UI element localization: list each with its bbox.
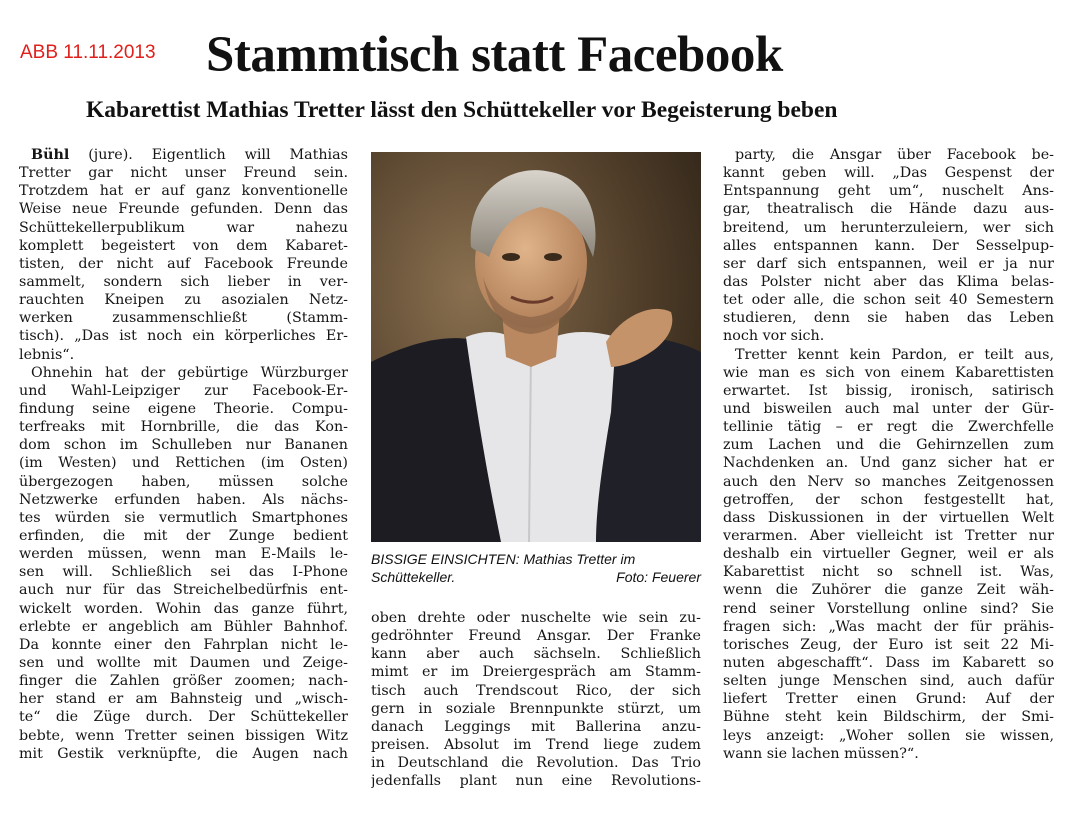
text-line: liefert Tretter einen Grund: Auf der [723, 691, 1054, 708]
text-line: Schüttekellerpublikum war nahezu [19, 219, 348, 236]
text-line: wenn die Zuhörer die ganze Zeit wäh- [723, 582, 1054, 599]
text-line: Bühne steht kein Bildschirm, der Smi- [723, 709, 1054, 726]
text-line: tes würden sie vermutlich Smartphones [19, 509, 348, 526]
text-line: Da konnte einer den Fahrplan nicht le- [19, 636, 348, 653]
text-line: mimt er im Dreiergespräch am Stamm- [371, 664, 701, 681]
text-line: verarmen. Aber vielleicht ist Tretter nur [723, 527, 1054, 544]
text-line: sammelt, sondern sich lieber in ver- [19, 273, 348, 290]
article-column-3 [723, 146, 1054, 763]
text-line: das Polster nicht aber das Klima belas- [723, 273, 1054, 290]
text-line: Kabarettist nicht so schnell ist. Was, [723, 564, 1054, 581]
text-line: auch den Nerv so manches Zeitgenossen [723, 473, 1054, 490]
text-line: noch vor sich. [723, 328, 825, 345]
text-line: terfreaks mit Hornbrille, die das Kon- [19, 419, 348, 436]
text-line: Nachdenken an. Und ganz sicher hat er [723, 455, 1054, 472]
caption-line-2 [371, 568, 701, 586]
text-line: gar, theatralisch die Hände dazu aus- [723, 201, 1054, 218]
text-line: studieren, denn sie haben das Leben [723, 310, 1054, 327]
text-line: erlebte er angeblich am Bühler Bahnhof. [19, 618, 348, 635]
text-line: dass Diskussionen in der virtuellen Welt [723, 509, 1054, 526]
text-line: komplett begeistert von dem Kabaret- [19, 237, 348, 254]
text-line: alles entspannen kann. Der Sesselpup- [723, 237, 1054, 254]
portrait-photo-icon [371, 152, 701, 542]
article-column-2 [371, 609, 701, 790]
text-line: Entspannung geht um“, nuschelt Ans- [723, 183, 1054, 200]
text-line: kannt geben will. „Das Gespenst der [723, 165, 1054, 182]
text-line: selten junge Menschen sind, auch dafür [723, 673, 1054, 690]
text-line: sen will. Schließlich sei das I-Phone [19, 564, 348, 581]
text-line: in Deutschland die Revolution. Das Trio [371, 755, 701, 772]
text-line: Netzwerke erfunden haben. Als nächs- [19, 491, 348, 508]
text-line: rauchten Kneipen zu asozialen Netz- [19, 292, 348, 309]
article-photo [371, 152, 701, 542]
article-column-1 [19, 146, 348, 763]
text-line: Bühl (jure). Eigentlich will Mathias [31, 147, 348, 163]
text-line: jedenfalls plant nun eine Revolutions- [371, 773, 701, 790]
text-line: oben drehte oder nuschelte wie sein zu- [371, 610, 701, 626]
text-line: wann sie lachen müssen?“. [723, 745, 919, 762]
text-line: sen und wollte mit Daumen und Zeige- [19, 654, 348, 671]
text-line: wickelt worden. Wohin das ganze führt, [19, 600, 348, 617]
text-line: dom schon im Schulleben nur Bananen [19, 437, 348, 454]
text-line: und Wahl-Leipziger zur Facebook-Er- [19, 382, 348, 399]
text-line: Tretter gar nicht unser Freund sein. [19, 165, 348, 182]
text-line: lebnis“. [19, 346, 75, 363]
text-line: werden müssen, wenn man E-Mails le- [19, 546, 348, 563]
text-line: tisch). „Das ist noch ein körperliches Er- [19, 328, 348, 345]
text-line: kann aber auch sächseln. Schließlich [371, 646, 701, 663]
photo-caption [371, 550, 701, 586]
text-line: torisches Zeug, der Euro ist seit 22 Mi- [723, 636, 1054, 653]
text-line: Ohnehin hat der gebürtige Würzburger [31, 364, 348, 381]
text-line: breitend, um herunterzuleiern, wer sich [723, 219, 1054, 236]
text-line: party, die Ansgar über Facebook be- [735, 147, 1054, 163]
text-line: leys anzeigt: „Woher sollen sie wissen, [723, 727, 1054, 744]
text-line: tellinie tätig – er regt die Zwerchfelle [723, 419, 1054, 436]
text-line: tisten, der nicht auf Facebook Freunde [19, 255, 348, 272]
text-line: erwartet. Ist bissig, ironisch, satirisch [723, 382, 1054, 399]
source-tag: ABB 11.11.2013 [20, 42, 156, 63]
text-line: deshalb ein virtueller Gegner, weil er als [723, 546, 1054, 563]
text-line: tisch auch Trendscout Rico, der sich [371, 682, 701, 699]
text-line: rend seiner Vorstellung online sind? Sie [723, 600, 1054, 617]
text-line: werken zusammenschließt (Stamm- [19, 310, 348, 327]
text-line: gedröhnter Freund Ansgar. Der Franke [371, 628, 701, 645]
text-line: preisen. Absolut im Trend liege zudem [371, 736, 701, 753]
dateline: Bühl [31, 147, 70, 163]
text-line: wie man es sich von einem Kabarettisten [723, 364, 1054, 381]
caption-location: Schüttekeller. [371, 569, 456, 585]
text-line: erfinden, die mit der Zunge bedient [19, 527, 348, 544]
text-line: getroffen, der schon festgestellt hat, [723, 491, 1054, 508]
text-line: gern in soziale Brennpunkte stürzt, um [371, 700, 701, 717]
text-line: mit Gestik verknüpfte, die Augen nach [19, 745, 348, 762]
text-line: danach Leggings mit Ballerina anzu- [371, 718, 701, 735]
text-line: bebte, wenn Tretter seinen bissigen Witz [19, 727, 348, 744]
headline: Stammtisch statt Facebook [206, 27, 783, 83]
text-line: Tretter kennt kein Pardon, er teilt aus, [735, 346, 1054, 363]
text-line: nuten abgeschafft“. Dass im Kabarett so [723, 654, 1054, 671]
text-line: ser darf sich entspannen, weil er ja nur [723, 255, 1054, 272]
photo-credit: Foto: Feuerer [616, 569, 701, 585]
text-line: te“ die Züge durch. Der Schüttekeller [19, 709, 348, 726]
text-line: auch nur für das Streichelbedürfnis ent- [19, 582, 348, 599]
text-line: übergezogen haben, müssen solche [19, 473, 348, 490]
text-line: zum Lachen und die Gehirnzellen zum [723, 437, 1054, 454]
text-line: Weise neue Freunde gefunden. Denn das [19, 201, 348, 218]
text-line: Trotzdem hat er auf ganz konventionelle [19, 183, 348, 200]
text-line: finger die Zahlen größer zoomen; nach- [19, 673, 348, 690]
text-line: (im Westen) und Rettichen (im Osten) [19, 455, 348, 472]
text-line: findung seine eigene Theorie. Compu- [19, 400, 348, 417]
caption-line-1: BISSIGE EINSICHTEN: Mathias Tretter im [371, 551, 636, 567]
text-line: fragen sich: „Was macht der für prähis- [723, 618, 1054, 635]
text-line: und bisweilen auch mal unter der Gür- [723, 400, 1054, 417]
text-line: tet oder alle, die schon seit 40 Semestern [723, 292, 1054, 309]
subheadline: Kabarettist Mathias Tretter lässt den Schüttekeller vor Begeisterung beben [86, 97, 838, 123]
text-line: her stand er am Bahnsteig und „wisch- [19, 691, 348, 708]
